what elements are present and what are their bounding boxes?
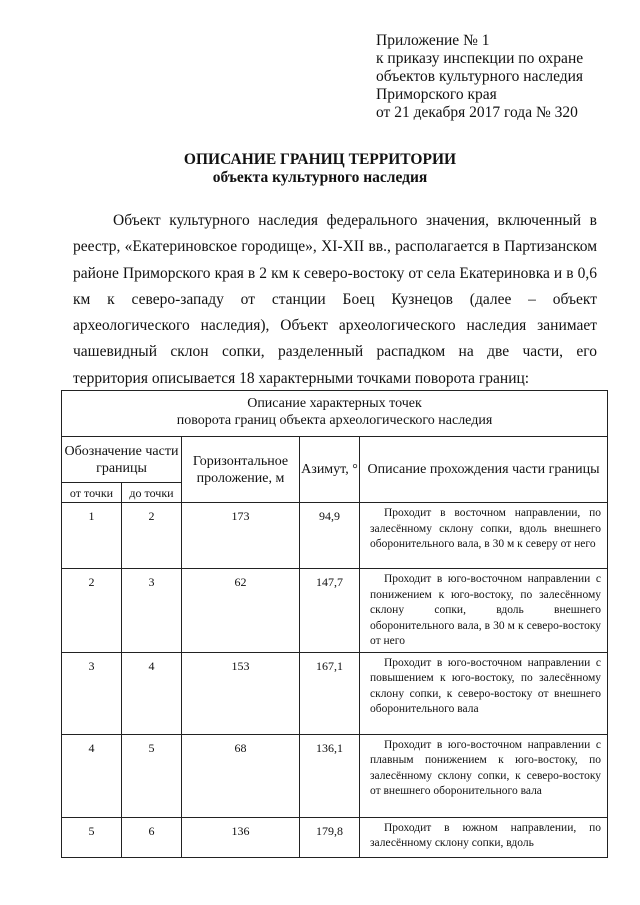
header-from: от точки [62, 483, 122, 503]
cell-azimuth: 147,7 [300, 569, 360, 653]
cell-to: 6 [122, 817, 182, 857]
intro-paragraph: Объект культурного наследия федерального значения, включенный в реестр, «Екатериновское городище», XI-XII вв., располагается в Партизанском районе Приморского края в 2 км к северо-востоку от села Екатериновка и в 0,6 км к северо-западу от станции Боец Кузнецов (далее – объект археологического наследия), Объект археологического наследия занимает чашевидный склон сопки, разделенный распадком на две части, его территория описывается 18 характерными точками поворота границ: [73, 212, 597, 387]
cell-from: 5 [62, 817, 122, 857]
appendix-line: Приложение № 1 [376, 32, 490, 49]
table-row [62, 652, 608, 734]
cell-horizontal: 173 [182, 503, 300, 569]
cell-azimuth: 94,9 [300, 503, 360, 569]
title-line-1: ОПИСАНИЕ ГРАНИЦ ТЕРРИТОРИИ [183, 151, 457, 168]
appendix-line: к приказу инспекции по охране [376, 50, 584, 67]
cell-description: Проходит в юго-восточном направлении с плавным понижением к юго-востоку, по залесённому склону сопки, к северо-востоку от внешнего оборонительного вала [360, 734, 608, 817]
cell-from: 3 [62, 652, 122, 734]
cell-description: Проходит в южном направлении, по залесённому склону сопки, вдоль [360, 817, 608, 857]
cell-description: Проходит в юго-восточном направлении с понижением к юго-востоку, по залесённому склону сопки, вдоль внешнего оборонительного вала, в 30 м к северо-востоку от него [360, 569, 608, 653]
boundary-points-table [61, 390, 608, 858]
table-caption [62, 391, 608, 437]
cell-horizontal: 153 [182, 652, 300, 734]
appendix-line: Приморского края [376, 86, 497, 103]
cell-from: 4 [62, 734, 122, 817]
table-row [62, 817, 608, 857]
table-caption-line-2: поворота границ объекта археологического наследия [176, 413, 493, 428]
cell-to: 4 [122, 652, 182, 734]
cell-horizontal: 62 [182, 569, 300, 653]
table-row [62, 569, 608, 653]
cell-to: 5 [122, 734, 182, 817]
cell-to: 2 [122, 503, 182, 569]
cell-description: Проходит в юго-восточном направлении с повышением к юго-востоку, по залесённому склону сопки, к северо-востоку от внешнего оборонительного вала [360, 652, 608, 734]
cell-to: 3 [122, 569, 182, 653]
cell-azimuth: 179,8 [300, 817, 360, 857]
appendix-line: от 21 декабря 2017 года № 320 [376, 104, 578, 121]
document-title [0, 151, 640, 187]
header-horizontal: Горизонтальное проложение, м [182, 437, 300, 503]
cell-description: Проходит в восточном направлении, по залесённому склону сопки, вдоль внешнего оборонительного вала, в 30 м к северу от него [360, 503, 608, 569]
table-row [62, 503, 608, 569]
cell-azimuth: 167,1 [300, 652, 360, 734]
cell-azimuth: 136,1 [300, 734, 360, 817]
table-caption-line-1: Описание характерных точек [247, 396, 422, 411]
header-to: до точки [122, 483, 182, 503]
appendix-block [376, 32, 583, 122]
cell-horizontal: 68 [182, 734, 300, 817]
header-description: Описание прохождения части границы [360, 437, 608, 503]
header-azimuth: Азимут, ° [300, 437, 360, 503]
cell-horizontal: 136 [182, 817, 300, 857]
title-line-2: объекта культурного наследия [212, 169, 428, 186]
header-segment: Обозначение части границы [62, 437, 182, 483]
table-row [62, 734, 608, 817]
appendix-line: объектов культурного наследия [376, 68, 584, 85]
cell-from: 2 [62, 569, 122, 653]
cell-from: 1 [62, 503, 122, 569]
